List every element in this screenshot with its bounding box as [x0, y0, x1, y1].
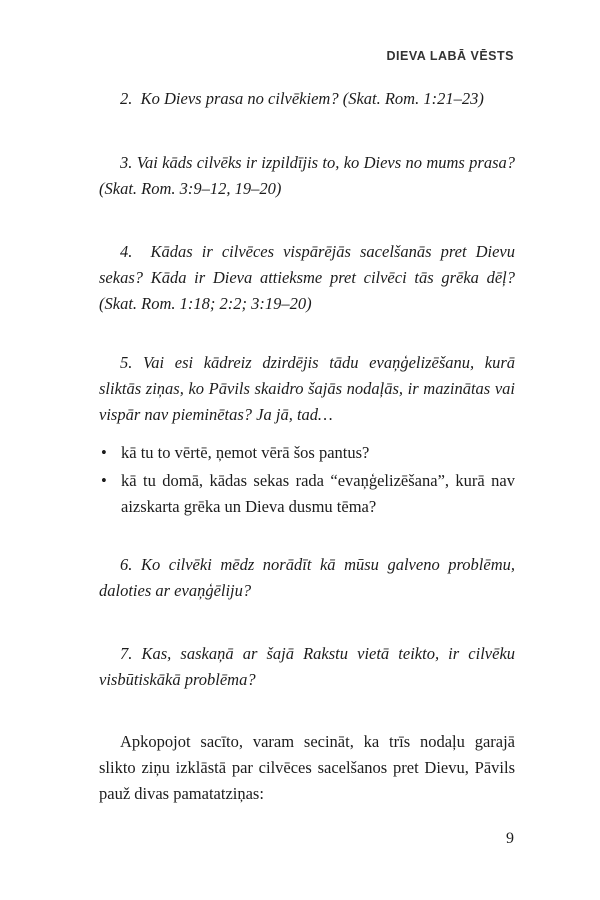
question-6 — [99, 552, 515, 604]
question-3 — [99, 150, 515, 202]
question-4-number: 4. — [120, 242, 133, 261]
running-head: DIEVA LABĀ VĒSTS — [386, 49, 514, 63]
bullet-item — [99, 468, 515, 520]
bullet-text: kā tu to vērtē, ņemot vērā šos pantus? — [121, 443, 370, 462]
question-2-text: Ko Dievs prasa no cilvēkiem? (Skat. Rom. 1:21–23) — [140, 89, 484, 108]
question-5-number: 5. — [120, 353, 133, 372]
bullet-icon: • — [101, 443, 107, 462]
question-4 — [99, 239, 515, 317]
question-3-number: 3. — [120, 153, 133, 172]
question-4-text: Kādas ir cilvēces vispārējās sacelšanās pret Dievu sekas? Kāda ir Dieva attieksme pret cilvēci tās grēka dēļ? (Skat. Rom. 1:18; 2:2; 3:19–20) — [99, 242, 516, 313]
question-6-text: Ko cilvēki mēdz norādīt kā mūsu galveno problēmu, daloties ar evaņģēliju? — [99, 555, 516, 600]
question-7-number: 7. — [120, 644, 133, 663]
bullet-list — [99, 440, 515, 522]
question-7-text: Kas, saskaņā ar šajā Rakstu vietā teikto, ir cilvēku visbūtiskākā problēma? — [99, 644, 516, 689]
question-7 — [99, 641, 515, 693]
page-number: 9 — [506, 830, 514, 847]
bullet-item — [99, 440, 515, 466]
question-2 — [99, 86, 515, 112]
conclusion-text: Apkopojot sacīto, varam secināt, ka trīs nodaļu garajā slikto ziņu izklāstā par cilvēces sacelšanos pret Dievu, Pāvils pauž divas pamatatziņas: — [99, 732, 515, 803]
question-3-text: Vai kāds cilvēks ir izpildījis to, ko Dievs no mums prasa? (Skat. Rom. 3:9–12, 19–20) — [99, 153, 515, 198]
question-5 — [99, 350, 515, 428]
question-6-number: 6. — [120, 555, 133, 574]
question-2-number: 2. — [120, 89, 133, 108]
bullet-text: kā tu domā, kādas sekas rada “evaņģelizēšana”, kurā nav aizskarta grēka un Dieva dusmu tēma? — [121, 471, 515, 516]
conclusion-paragraph — [99, 729, 515, 807]
question-5-text: Vai esi kādreiz dzirdējis tādu evaņģelizēšanu, kurā sliktās ziņas, ko Pāvils skaidro šajās nodaļās, ir mazinātas vai vispār nav pieminētas? Ja jā, tad… — [99, 353, 515, 424]
bullet-icon: • — [101, 471, 107, 490]
